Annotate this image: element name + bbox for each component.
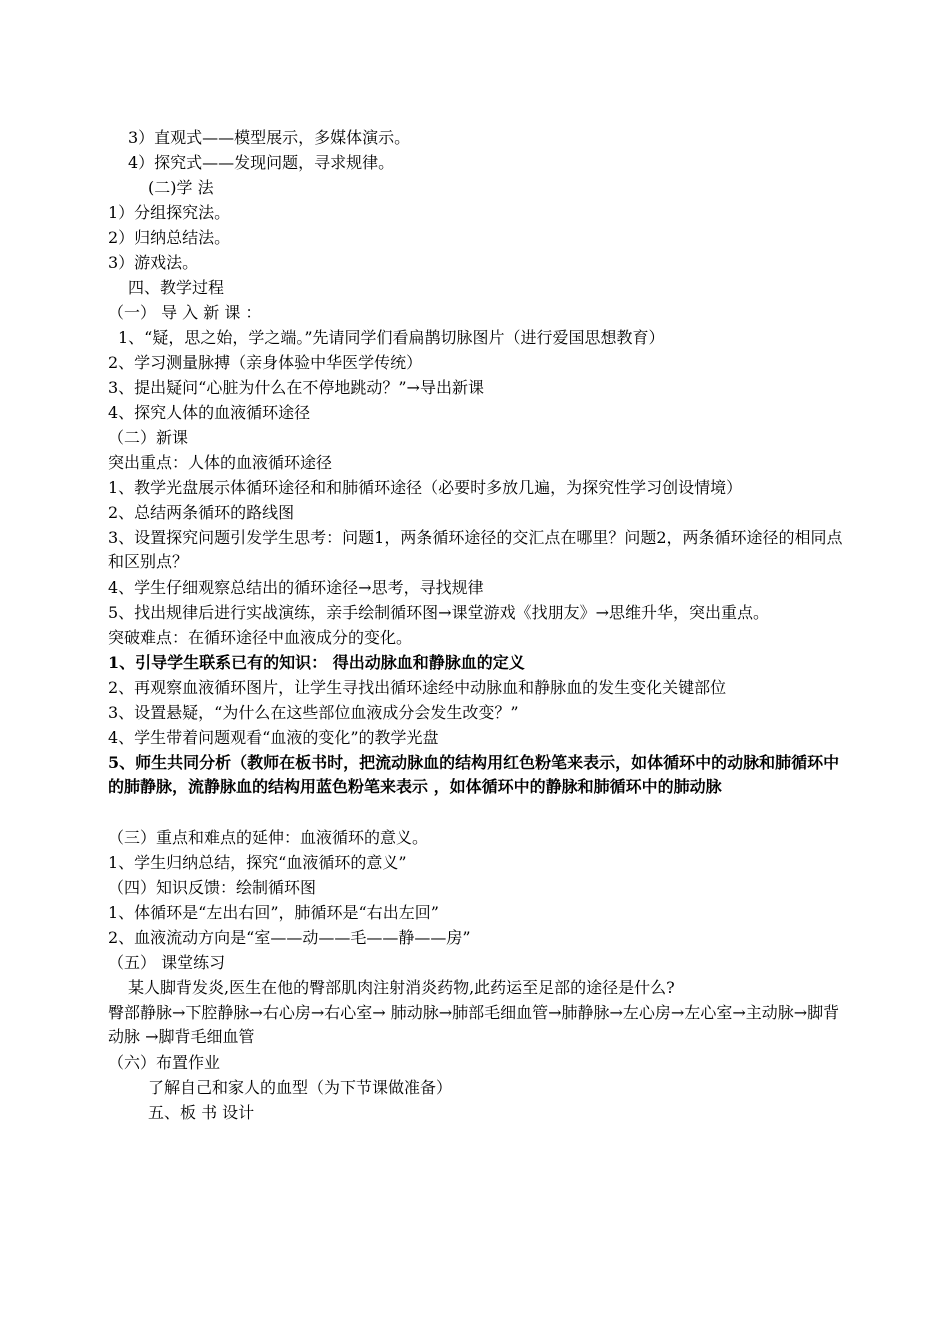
difficulty-item-1: 1、引导学生联系已有的知识： 得出动脉血和静脉血的定义 (108, 653, 525, 672)
subsection-homework: （六）布置作业 (108, 1053, 221, 1072)
teaching-method-3: 3）直观式——模型展示，多媒体演示。 (128, 128, 411, 147)
practice-answer: 臀部静脉→下腔静脉→右心房→右心室→ 肺动脉→肺部毛细血管→肺静脉→左心房→左心室→主动脉→脚背动脉 →脚背毛细血管 (108, 1003, 840, 1046)
section-heading-board: 五、板 书 设计 (148, 1103, 255, 1122)
section-heading-study-method: (二)学 法 (148, 178, 214, 197)
subsection-extension: （三）重点和难点的延伸：血液循环的意义。 (108, 828, 429, 847)
key-item-4: 4、学生仔细观察总结出的循环途径→思考，寻找规律 (108, 578, 484, 597)
study-method-2: 2）归纳总结法。 (108, 228, 231, 247)
intro-item-4: 4、探究人体的血液循环途径 (108, 403, 311, 422)
key-item-3: 3、设置探究问题引发学生思考：问题1，两条循环途径的交汇点在哪里？问题2，两条循环途径的相同点和区别点？ (108, 528, 843, 571)
key-item-2: 2、总结两条循环的路线图 (108, 503, 295, 522)
intro-item-2: 2、学习测量脉搏（亲身体验中华医学传统） (108, 353, 423, 372)
study-method-1: 1）分组探究法。 (108, 203, 231, 222)
feedback-item-1: 1、体循环是“左出右回”，肺循环是“右出左回” (108, 903, 439, 922)
subsection-feedback: （四）知识反馈：绘制循环图 (108, 878, 317, 897)
difficulty-item-2: 2、再观察血液循环图片，让学生寻找出循环途经中动脉血和静脉血的发生变化关键部位 (108, 678, 727, 697)
subsection-intro: （一） 导 入 新 课 ： (108, 303, 262, 322)
homework-item: 了解自己和家人的血型（为下节课做准备） (148, 1078, 453, 1097)
key-item-1: 1、教学光盘展示体循环途径和和肺循环途径（必要时多放几遍，为探究性学习创设情境） (108, 478, 743, 497)
key-item-5: 5、找出规律后进行实战演练，亲手绘制循环图→课堂游戏《找朋友》→思维升华，突出重点。 (108, 603, 769, 622)
section-heading-process: 四、教学过程 (128, 278, 225, 297)
extension-item-1: 1、学生归纳总结，探究“血液循环的意义” (108, 853, 407, 872)
difficulty-item-4: 4、学生带着问题观看“血液的变化”的教学光盘 (108, 728, 439, 747)
intro-item-3: 3、提出疑问“心脏为什么在不停地跳动？”→导出新课 (108, 378, 484, 397)
difficulty-item-5: 5、师生共同分析（教师在板书时，把流动脉血的结构用红色粉笔来表示，如体循环中的动脉和肺循环中的肺静脉，流静脉血的结构用蓝色粉笔来表示 ，如体循环中的静脉和肺循环中的肺动脉 (108, 753, 840, 796)
difficulty-item-3: 3、设置悬疑，“为什么在这些部位血液成分会发生改变？” (108, 703, 519, 722)
subsection-new-lesson: （二）新课 (108, 428, 189, 447)
feedback-item-2: 2、血液流动方向是“室——动——毛——静——房” (108, 928, 471, 947)
key-point-heading: 突出重点：人体的血液循环途径 (108, 453, 333, 472)
subsection-practice: （五） 课堂练习 (108, 953, 226, 972)
practice-question: 某人脚背发炎,医生在他的臀部肌肉注射消炎药物,此药运至足部的途径是什么? (128, 978, 675, 997)
teaching-method-4: 4）探究式——发现问题，寻求规律。 (128, 153, 395, 172)
intro-item-1: 1、“疑，思之始，学之端。”先请同学们看扁鹊切脉图片（进行爱国思想教育） (118, 328, 665, 347)
study-method-3: 3）游戏法。 (108, 253, 199, 272)
difficulty-heading: 突破难点：在循环途径中血液成分的变化。 (108, 628, 413, 647)
